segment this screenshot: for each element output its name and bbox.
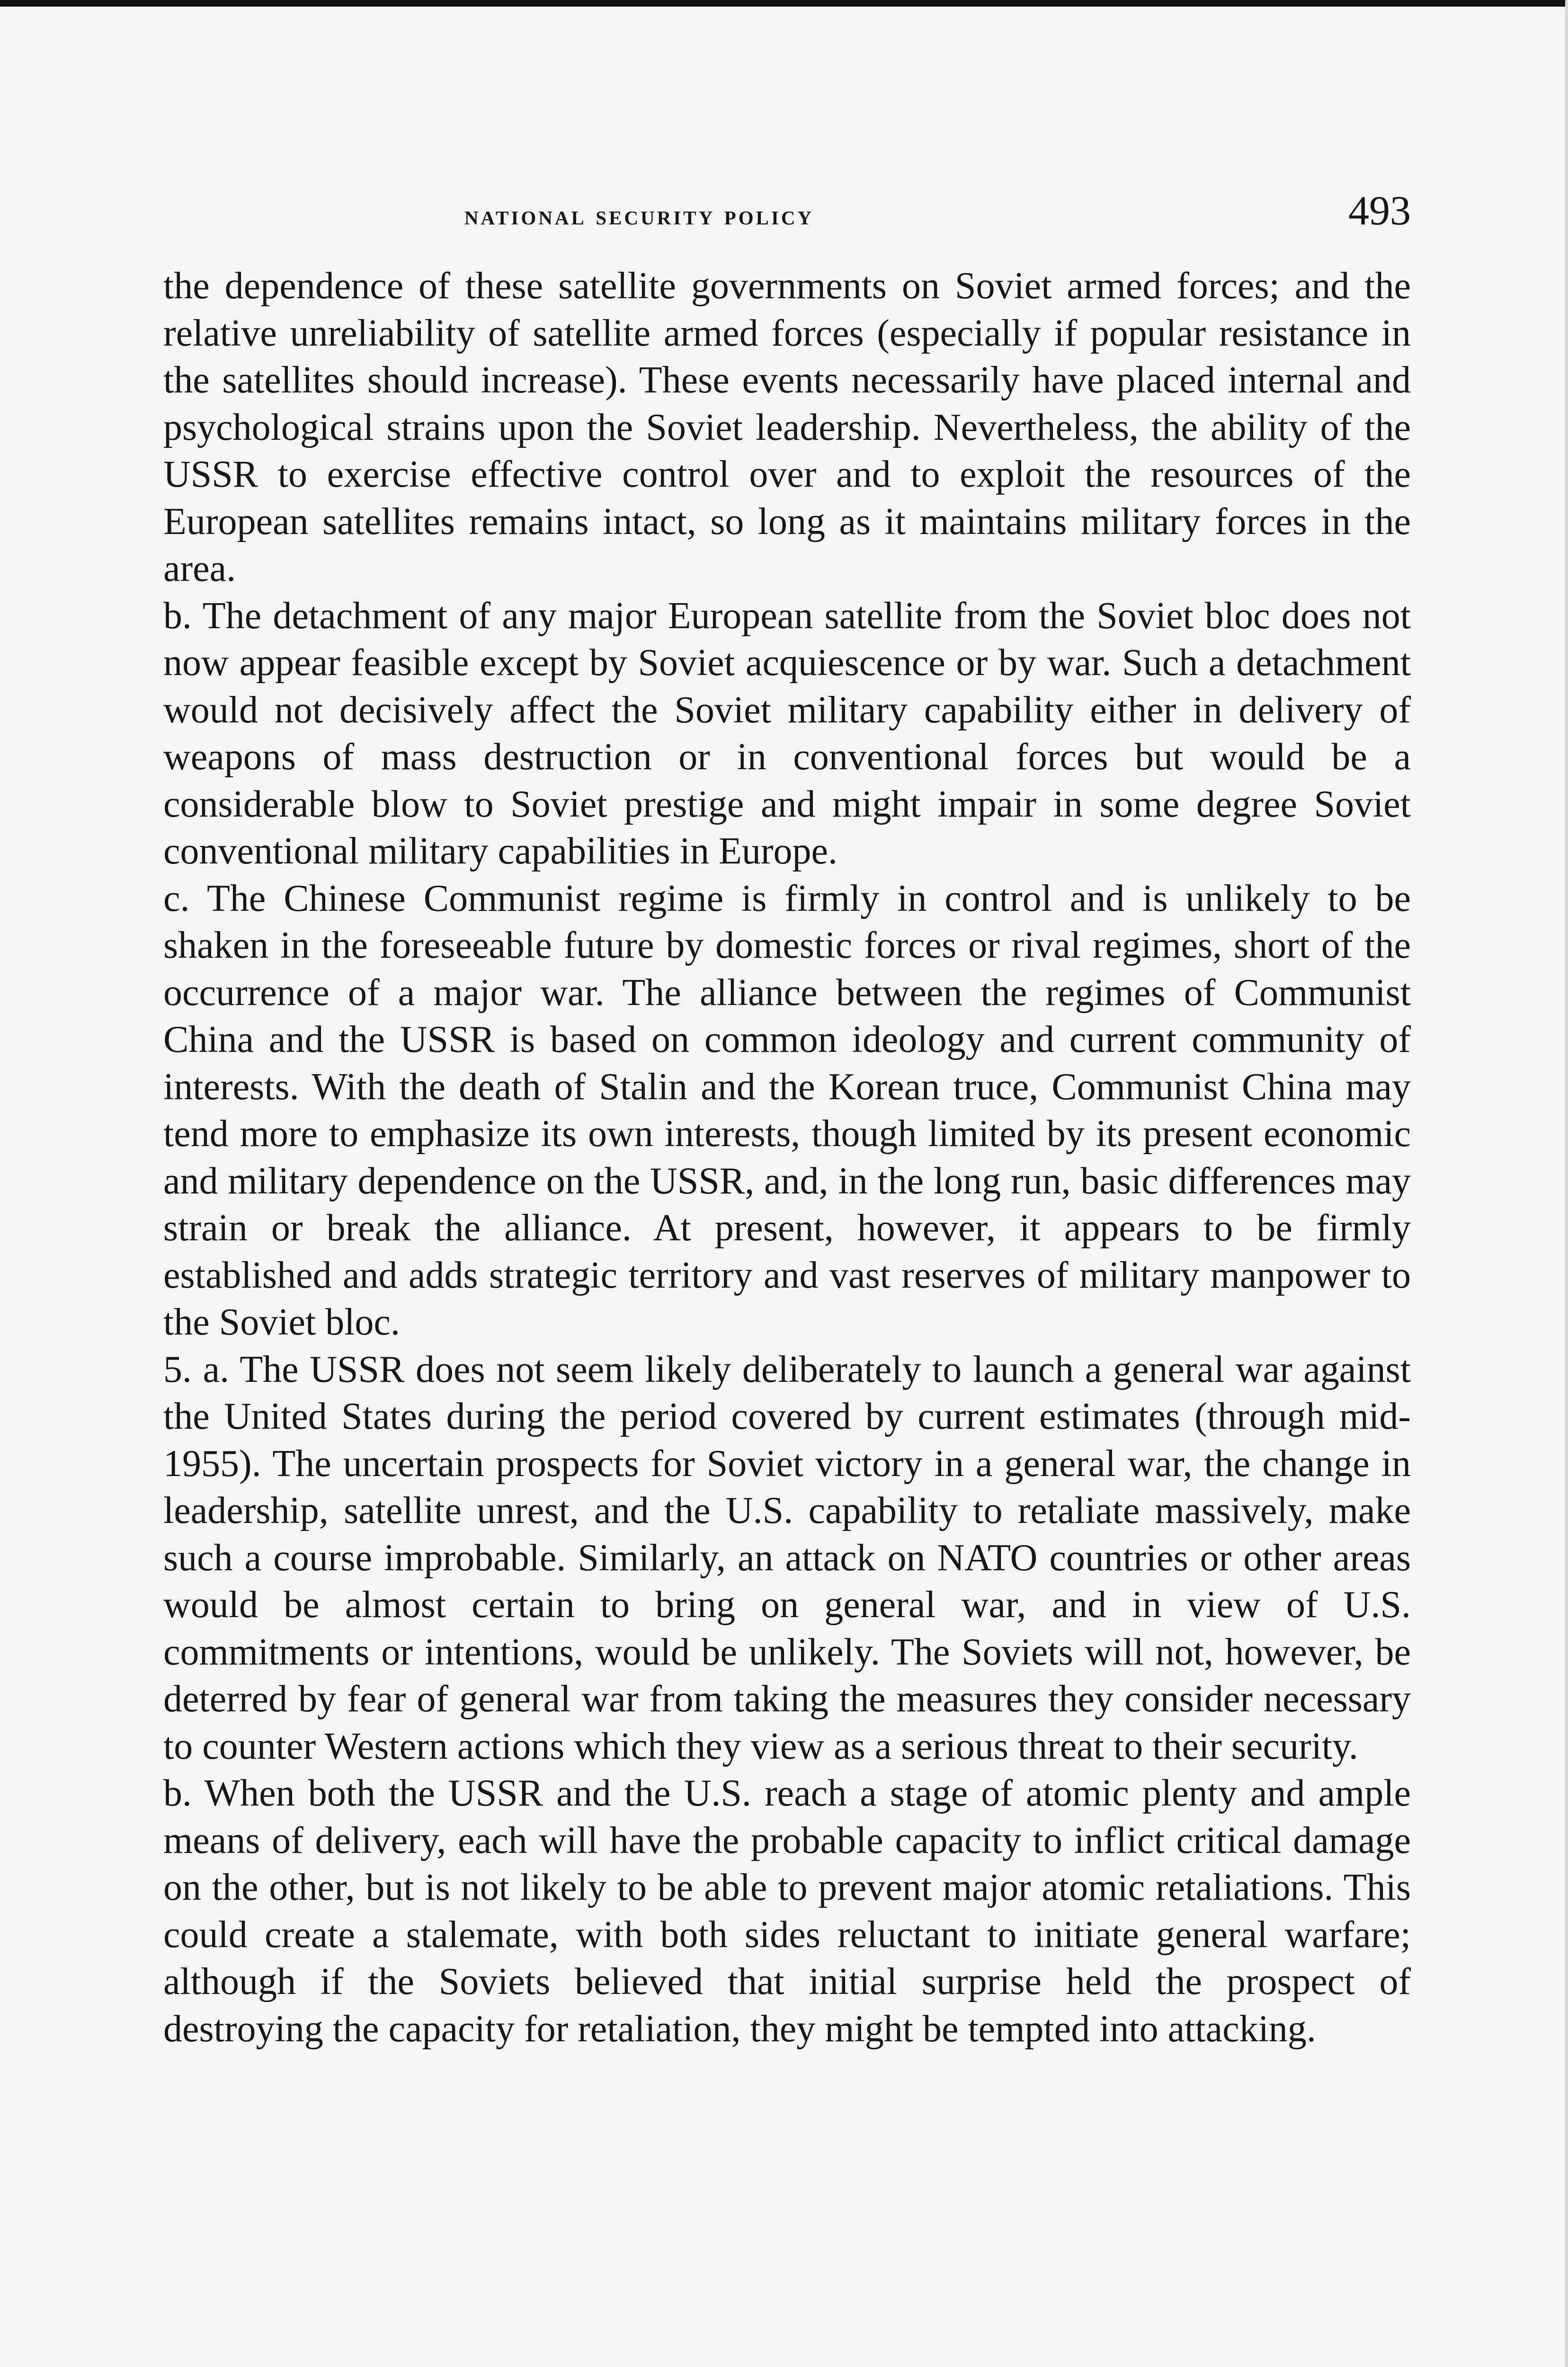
running-title: national security policy: [464, 200, 814, 231]
top-scan-border: [0, 0, 1568, 7]
paragraph-chinese-regime: c. The Chinese Communist regime is firmly in control and is unlikely to be shaken in the foreseeable future by domestic forces or rival regimes, short of the occurrence of a major war. The alliance between the regimes of Communist China and the USSR is based on common ideology and current community of interests. With the death of Stalin and the Korean truce, Communist China may tend more to emphasize its own interests, though limited by its present economic and military dependence on the USSR, and, in the long run, basic differences may strain or break the alliance. At present, however, it appears to be firmly established and adds strategic territory and vast reserves of military manpower to the Soviet bloc.: [163, 877, 1411, 1343]
paragraph-general-war: 5. a. The USSR does not seem likely deliberately to launch a general war against the United States during the period covered by current estimates (through mid-1955). The uncertain prospects for Soviet victory in a general war, the change in leadership, satellite unrest, and the U.S. capability to retaliate massively, make such a course improbable. Similarly, an attack on NATO countries or other areas would be almost certain to bring on general war, and in view of U.S. commitments or intentions, would be unlikely. The Soviets will not, however, be deterred by fear of general war from taking the measures they consider necessary to counter Western actions which they view as a serious threat to their security.: [163, 1348, 1411, 1767]
paragraph-satellite-dependence: the dependence of these satellite governments on Soviet armed forces; and the relative unreliability of satellite armed forces (especially if popular resistance in the satellites should increase). These events necessarily have placed internal and psychological strains upon the Soviet leadership. Nevertheless, the ability of the USSR to exercise effective control over and to exploit the resources of the European satellites remains intact, so long as it maintains military forces in the area.: [163, 265, 1411, 589]
page-number: 493: [1348, 188, 1411, 234]
paragraph-satellite-detachment: b. The detachment of any major European satellite from the Soviet bloc does not now appear feasible except by Soviet acquiescence or by war. Such a detachment would not decisively affect the Soviet military capability either in delivery of weapons of mass destruction or in conventional forces but would be a considerable blow to Soviet prestige and might impair in some degree Soviet conventional military capabilities in Europe.: [163, 595, 1411, 872]
running-header: [166, 187, 1411, 239]
right-page-edge: [1565, 0, 1568, 2367]
paragraph-atomic-stalemate: b. When both the USSR and the U.S. reach a stage of atomic plenty and ample means of delivery, each will have the probable capacity to inflict critical damage on the other, but is not likely to be able to prevent major atomic retaliations. This could create a stalemate, with both sides reluctant to initiate general warfare; although if the Soviets believed that initial surprise held the prospect of destroying the capacity for retaliation, they might be tempted into attacking.: [163, 1772, 1411, 2050]
body-text: [163, 263, 1411, 2053]
